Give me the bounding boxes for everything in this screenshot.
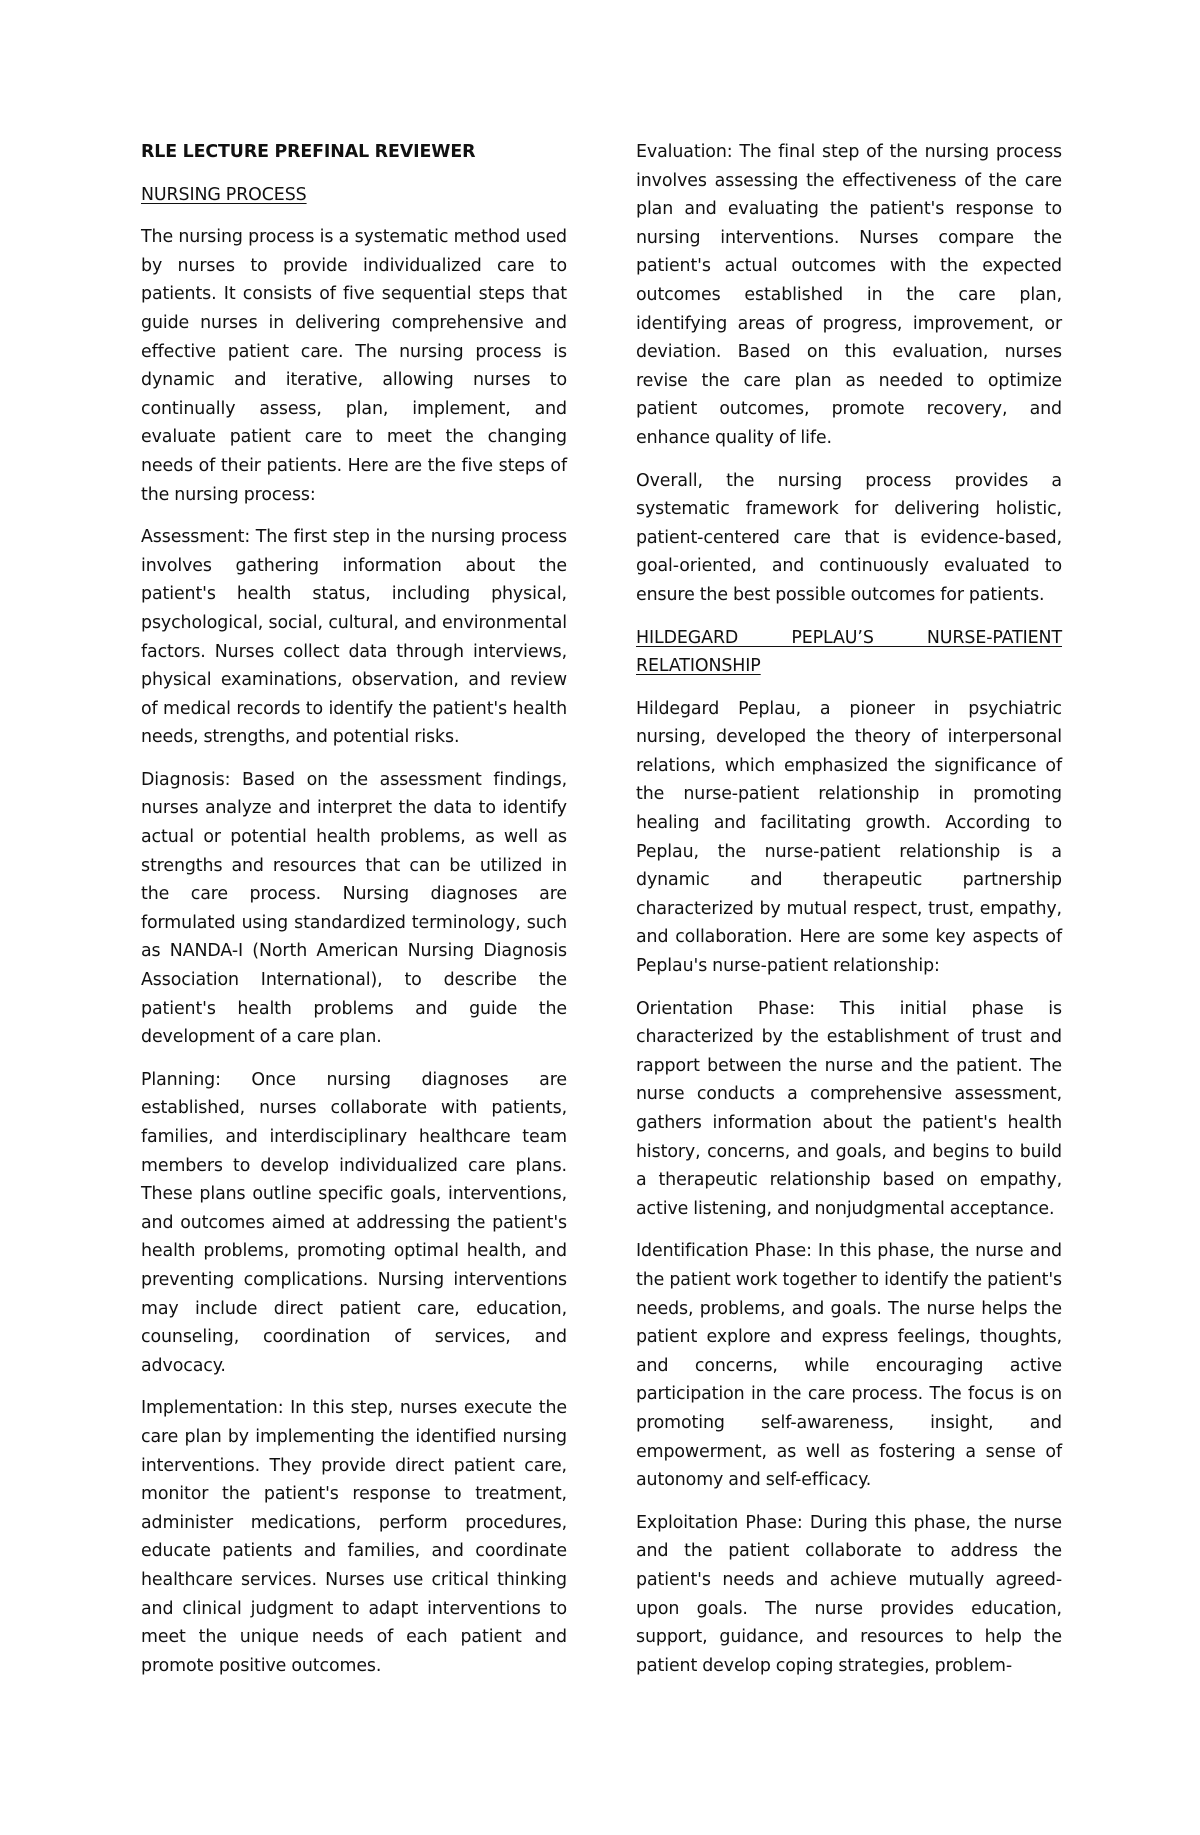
right-column (636, 138, 1062, 1694)
section-heading-peplau: HILDEGARD PEPLAU’S NURSE-PATIENT RELATIONSHIP (636, 627, 1062, 677)
paragraph-planning: Planning: Once nursing diagnoses are established, nurses collaborate with patients, families, and interdisciplinary healthcare team members to develop individualized care plans. These plans outline specific goals, interventions, and outcomes aimed at addressing the patient's health problems, promoting optimal health, and preventing complications. Nursing interventions may include direct patient care, education, counseling, coordination of services, and advocacy. (141, 1069, 567, 1376)
left-column (141, 138, 567, 1694)
paragraph-identification-phase: Identification Phase: In this phase, the nurse and the patient work together to identify the patient's needs, problems, and goals. The nurse helps the patient explore and express feelings, thoughts, and concerns, while encouraging active participation in the care process. The focus is on promoting self-awareness, insight, and empowerment, as well as fostering a sense of autonomy and self-efficacy. (636, 1241, 1062, 1491)
section-heading-nursing-process: NURSING PROCESS (141, 184, 307, 205)
paragraph-exploitation-phase: Exploitation Phase: During this phase, the nurse and the patient collaborate to address the patient's needs and achieve mutually agreed-upon goals. The nurse provides education, support, guidance, and resources to help the patient develop coping strategies, problem- (636, 1512, 1062, 1676)
paragraph-evaluation: Evaluation: The final step of the nursing process involves assessing the effectiveness of the care plan and evaluating the patient's response to nursing interventions. Nurses compare the patient's actual outcomes with the expected outcomes established in the care plan, identifying areas of progress, improvement, or deviation. Based on this evaluation, nurses revise the care plan as needed to optimize patient outcomes, promote recovery, and enhance quality of life. (636, 142, 1062, 448)
paragraph-orientation-phase: Orientation Phase: This initial phase is characterized by the establishment of trust and rapport between the nurse and the patient. The nurse conducts a comprehensive assessment, gathers information about the patient's health history, concerns, and goals, and begins to build a therapeutic relationship based on empathy, active listening, and nonjudgmental acceptance. (636, 998, 1062, 1219)
paragraph-implementation: Implementation: In this step, nurses execute the care plan by implementing the identified nursing interventions. They provide direct patient care, monitor the patient's response to treatment, administer medications, perform procedures, educate patients and families, and coordinate healthcare services. Nurses use critical thinking and clinical judgment to adapt interventions to meet the unique needs of each patient and promote positive outcomes. (141, 1398, 567, 1676)
paragraph-overall: Overall, the nursing process provides a systematic framework for delivering holistic, patient-centered care that is evidence-based, goal-oriented, and continuously evaluated to ensure the best possible outcomes for patients. (636, 470, 1062, 605)
paragraph-diagnosis: Diagnosis: Based on the assessment findings, nurses analyze and interpret the data to identify actual or potential health problems, as well as strengths and resources that can be utilized in the care process. Nursing diagnoses are formulated using standardized terminology, such as NANDA-I (North American Nursing Diagnosis Association International), to describe the patient's health problems and guide the development of a care plan. (141, 769, 567, 1048)
paragraph-intro: The nursing process is a systematic method used by nurses to provide individualized care to patients. It consists of five sequential steps that guide nurses in delivering comprehensive and effective patient care. The nursing process is dynamic and iterative, allowing nurses to continually assess, plan, implement, and evaluate patient care to meet the changing needs of their patients. Here are the five steps of the nursing process: (141, 227, 567, 505)
paragraph-assessment: Assessment: The first step in the nursing process involves gathering information about the patient's health status, including physical, psychological, social, cultural, and environmental factors. Nurses collect data through interviews, physical examinations, observation, and review of medical records to identify the patient's health needs, strengths, and potential risks. (141, 527, 567, 748)
paragraph-peplau-intro: Hildegard Peplau, a pioneer in psychiatric nursing, developed the theory of interpersonal relations, which emphasized the significance of the nurse-patient relationship in promoting healing and facilitating growth. According to Peplau, the nurse-patient relationship is a dynamic and therapeutic partnership characterized by mutual respect, trust, empathy, and collaboration. Here are some key aspects of Peplau's nurse-patient relationship: (636, 698, 1062, 977)
document-title: RLE LECTURE PREFINAL REVIEWER (141, 142, 476, 162)
